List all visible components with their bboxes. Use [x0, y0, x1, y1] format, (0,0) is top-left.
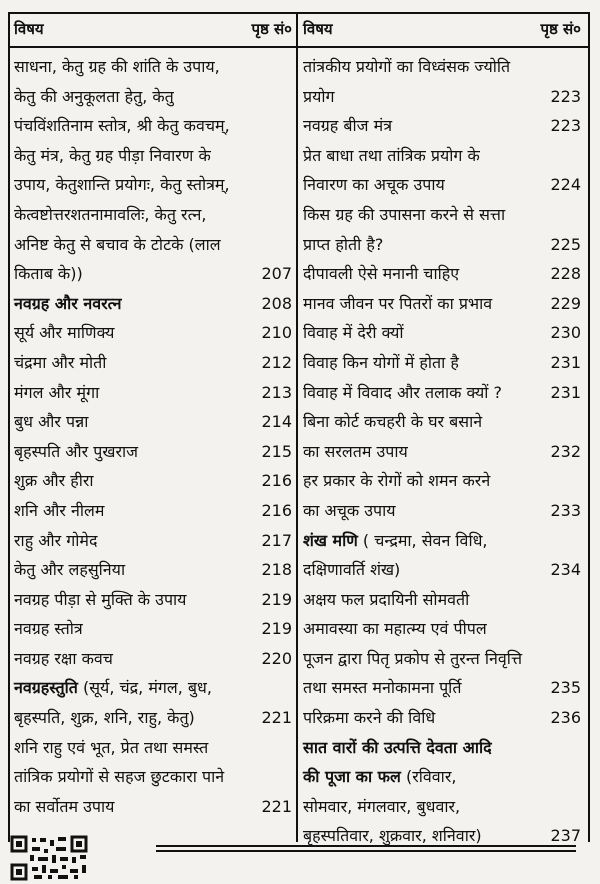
toc-row: [303, 378, 581, 408]
toc-entry-heading: शंख मणि: [303, 530, 358, 550]
toc-entry-text: प्रयोग: [303, 86, 335, 106]
toc-page-number: 212: [261, 352, 292, 372]
toc-row: [303, 230, 581, 260]
toc-entry-text: शनि और नीलम: [14, 500, 105, 520]
toc-entry-text: केतु की अनुकूलता हेतु, केतु: [14, 86, 174, 106]
toc-entry-text: साधना, केतु ग्रह की शांति के उपाय,: [14, 57, 220, 76]
toc-row: [14, 762, 292, 792]
toc-entry-text: केत्वष्टोत्तरशतनामावलिः, केतु रत्न,: [14, 204, 207, 224]
toc-page-number: 231: [550, 352, 581, 372]
toc-row: [14, 170, 292, 200]
toc-row: [14, 526, 292, 556]
toc-entry-text: शुक्र और हीरा: [14, 471, 94, 491]
toc-page-number: 213: [261, 382, 292, 402]
toc-row: [303, 407, 581, 437]
toc-page-number: 225: [550, 234, 581, 254]
header-page-label: पृष्ठ सं०: [540, 20, 581, 38]
toc-page-number: 230: [550, 323, 581, 343]
toc-entry-text: [14, 673, 212, 703]
toc-row: [303, 318, 581, 348]
toc-page-number: 228: [550, 264, 581, 284]
toc-entry-text: का अचूक उपाय: [303, 500, 396, 520]
header-subject-label: विषय: [303, 20, 333, 38]
toc-page-number: 231: [550, 382, 581, 402]
toc-row: [303, 111, 581, 141]
toc-entry-text: परिक्रमा करने की विधि: [303, 708, 436, 728]
toc-entry-text: किस ग्रह की उपासना करने से सत्ता: [303, 204, 506, 224]
right-column: [303, 52, 581, 851]
toc-entry-text: विवाह में विवाद और तलाक क्यों ?: [303, 382, 503, 402]
toc-row: [303, 437, 581, 467]
toc-page-number: 233: [550, 500, 581, 520]
toc-entry-text: प्राप्त होती है?: [303, 234, 384, 254]
toc-entry-text: [303, 762, 456, 792]
toc-entry-text: का सरलतम उपाय: [303, 441, 408, 461]
toc-page-number: 223: [550, 86, 581, 106]
toc-entry-text: बृहस्पति, शुक्र, शनि, राहु, केतु): [14, 708, 195, 728]
toc-row: [303, 141, 581, 171]
toc-row: [14, 407, 292, 437]
toc-page-number: 216: [261, 471, 292, 491]
toc-page-number: 220: [261, 648, 292, 668]
toc-page-number: 219: [261, 589, 292, 609]
left-column: [14, 52, 292, 821]
toc-entry-heading: की पूजा का फल: [303, 767, 401, 787]
toc-entry-text: पंचविंशतिनाम स्तोत्र, श्री केतु कवचम्,: [14, 116, 230, 136]
toc-page-number: 221: [261, 708, 292, 728]
toc-page-number: 232: [550, 441, 581, 461]
toc-row: [303, 170, 581, 200]
toc-row: [14, 348, 292, 378]
toc-entry-text: बिना कोर्ट कचहरी के घर बसाने: [303, 412, 483, 432]
toc-page-number: 236: [550, 708, 581, 728]
toc-entry-text: नवग्रह रक्षा कवच: [14, 648, 113, 668]
toc-row: [14, 733, 292, 763]
bottom-rule: [156, 845, 576, 847]
toc-entry-text: नवग्रह स्तोत्र: [14, 619, 83, 639]
toc-entry-text: हर प्रकार के रोगों को शमन करने: [303, 471, 491, 491]
toc-page-number: 215: [261, 441, 292, 461]
toc-entry-heading: नवग्रहस्तुति: [14, 678, 78, 698]
toc-row: [14, 378, 292, 408]
toc-page-number: 229: [550, 293, 581, 313]
toc-entry-text: सात वारों की उत्पत्ति देवता आदि: [303, 737, 492, 757]
toc-entry-text: नवग्रह बीज मंत्र: [303, 116, 393, 136]
toc-entry-text: केतु मंत्र, केतु ग्रह पीड़ा निवारण के: [14, 145, 211, 165]
toc-row: [14, 111, 292, 141]
header-page-label: पृष्ठ सं०: [251, 20, 292, 38]
toc-entry-text: अनिष्ट केतु से बचाव के टोटके (लाल: [14, 234, 221, 254]
toc-page-number: 207: [261, 264, 292, 284]
toc-entry-text: दीपावली ऐसे मनानी चाहिए: [303, 264, 460, 284]
toc-entry-text: [303, 526, 488, 556]
toc-page-number: 235: [550, 678, 581, 698]
toc-row: [14, 555, 292, 585]
toc-row: [14, 644, 292, 674]
toc-row: [303, 614, 581, 644]
toc-entry-text: सोमवार, मंगलवार, बुधवार,: [303, 796, 461, 816]
toc-page-number: 218: [261, 560, 292, 580]
toc-row: [303, 762, 581, 792]
toc-entry-text: उपाय, केतुशान्ति प्रयोगः, केतु स्तोत्रम्,: [14, 175, 230, 195]
toc-entry-text: प्रेत बाधा तथा तांत्रिक प्रयोग के: [303, 145, 480, 165]
toc-entry-text: अमावस्या का महात्म्य एवं पीपल: [303, 619, 487, 639]
toc-entry-detail: (रविवार,: [400, 767, 457, 787]
toc-entry-text: सूर्य और माणिक्य: [14, 323, 115, 343]
toc-page-number: 216: [261, 500, 292, 520]
toc-entry-text: दक्षिणावर्ति शंख): [303, 560, 401, 580]
toc-entry-text: अक्षय फल प्रदायिनी सोमवती: [303, 589, 470, 609]
toc-entry-text: विवाह किन योगों में होता है: [303, 352, 459, 372]
toc-page-number: 224: [550, 175, 581, 195]
toc-row: [303, 348, 581, 378]
toc-row: [14, 496, 292, 526]
toc-entry-text: तांत्रिक प्रयोगों से सहज छुटकारा पाने: [14, 767, 225, 787]
toc-page-number: 214: [261, 412, 292, 432]
toc-entry-text: बृहस्पतिवार, शुक्रवार, शनिवार): [303, 826, 482, 846]
toc-row: [303, 792, 581, 822]
bottom-rule: [156, 850, 576, 852]
toc-page-number: 221: [261, 796, 292, 816]
toc-row: [14, 585, 292, 615]
toc-row: [14, 792, 292, 822]
column-divider: [296, 12, 298, 842]
toc-page-number: 223: [550, 116, 581, 136]
toc-row: [14, 52, 292, 82]
toc-entry-text: शनि राहु एवं भूत, प्रेत तथा समस्त: [14, 737, 209, 757]
toc-page-number: 208: [261, 293, 292, 313]
toc-row: [14, 289, 292, 319]
toc-row: [14, 703, 292, 733]
header-rule: [8, 46, 590, 48]
toc-entry-text: बुध और पन्ना: [14, 412, 89, 432]
toc-entry-text: पूजन द्वारा पितृ प्रकोप से तुरन्त निवृत्ति: [303, 648, 523, 668]
toc-page-number: 234: [550, 560, 581, 580]
toc-entry-text: विवाह में देरी क्यों: [303, 323, 404, 343]
toc-row: [303, 673, 581, 703]
toc-row: [303, 259, 581, 289]
toc-row: [303, 733, 581, 763]
toc-entry-text: मंगल और मूंगा: [14, 382, 100, 402]
toc-row: [303, 526, 581, 556]
toc-entry-text: निवारण का अचूक उपाय: [303, 175, 445, 195]
toc-page-number: 237: [550, 826, 581, 846]
toc-row: [14, 82, 292, 112]
toc-entry-detail: ( चन्द्रमा, सेवन विधि,: [357, 530, 488, 550]
toc-entry-text: केतु और लहसुनिया: [14, 560, 126, 580]
toc-row: [14, 614, 292, 644]
toc-row: [14, 437, 292, 467]
toc-row: [303, 585, 581, 615]
toc-entry-text: बृहस्पति और पुखराज: [14, 441, 139, 461]
toc-row: [303, 644, 581, 674]
toc-row: [14, 673, 292, 703]
toc-row: [303, 496, 581, 526]
toc-page-number: 210: [261, 323, 292, 343]
header-right: [303, 14, 581, 44]
toc-entry-detail: (सूर्य, चंद्र, मंगल, बुध,: [77, 678, 212, 698]
header-left: [14, 14, 292, 44]
toc-page-number: 219: [261, 619, 292, 639]
toc-row: [303, 555, 581, 585]
toc-entry-text: तथा समस्त मनोकामना पूर्ति: [303, 678, 462, 698]
toc-page-number: 217: [261, 530, 292, 550]
toc-row: [303, 703, 581, 733]
toc-entry-text: चंद्रमा और मोती: [14, 352, 107, 372]
toc-entry-text: राहु और गोमेद: [14, 530, 98, 550]
toc-row: [14, 141, 292, 171]
toc-row: [303, 289, 581, 319]
toc-entry-text: तांत्रकीय प्रयोगों का विध्वंसक ज्योति: [303, 57, 511, 76]
toc-row: [14, 466, 292, 496]
toc-row: [303, 200, 581, 230]
toc-row: [303, 52, 581, 82]
qr-code-icon: [10, 835, 88, 881]
toc-entry-text: नवग्रह पीड़ा से मुक्ति के उपाय: [14, 589, 187, 609]
toc-entry-text: किताब के)): [14, 264, 83, 284]
toc-entry-text: का सर्वोतम उपाय: [14, 796, 115, 816]
toc-entry-text: मानव जीवन पर पितरों का प्रभाव: [303, 293, 493, 313]
header-subject-label: विषय: [14, 20, 44, 38]
toc-row: [14, 318, 292, 348]
toc-row: [303, 466, 581, 496]
toc-row: [303, 82, 581, 112]
toc-entry-text: नवग्रह और नवरत्न: [14, 293, 122, 313]
toc-row: [14, 200, 292, 230]
toc-row: [14, 259, 292, 289]
toc-row: [14, 230, 292, 260]
